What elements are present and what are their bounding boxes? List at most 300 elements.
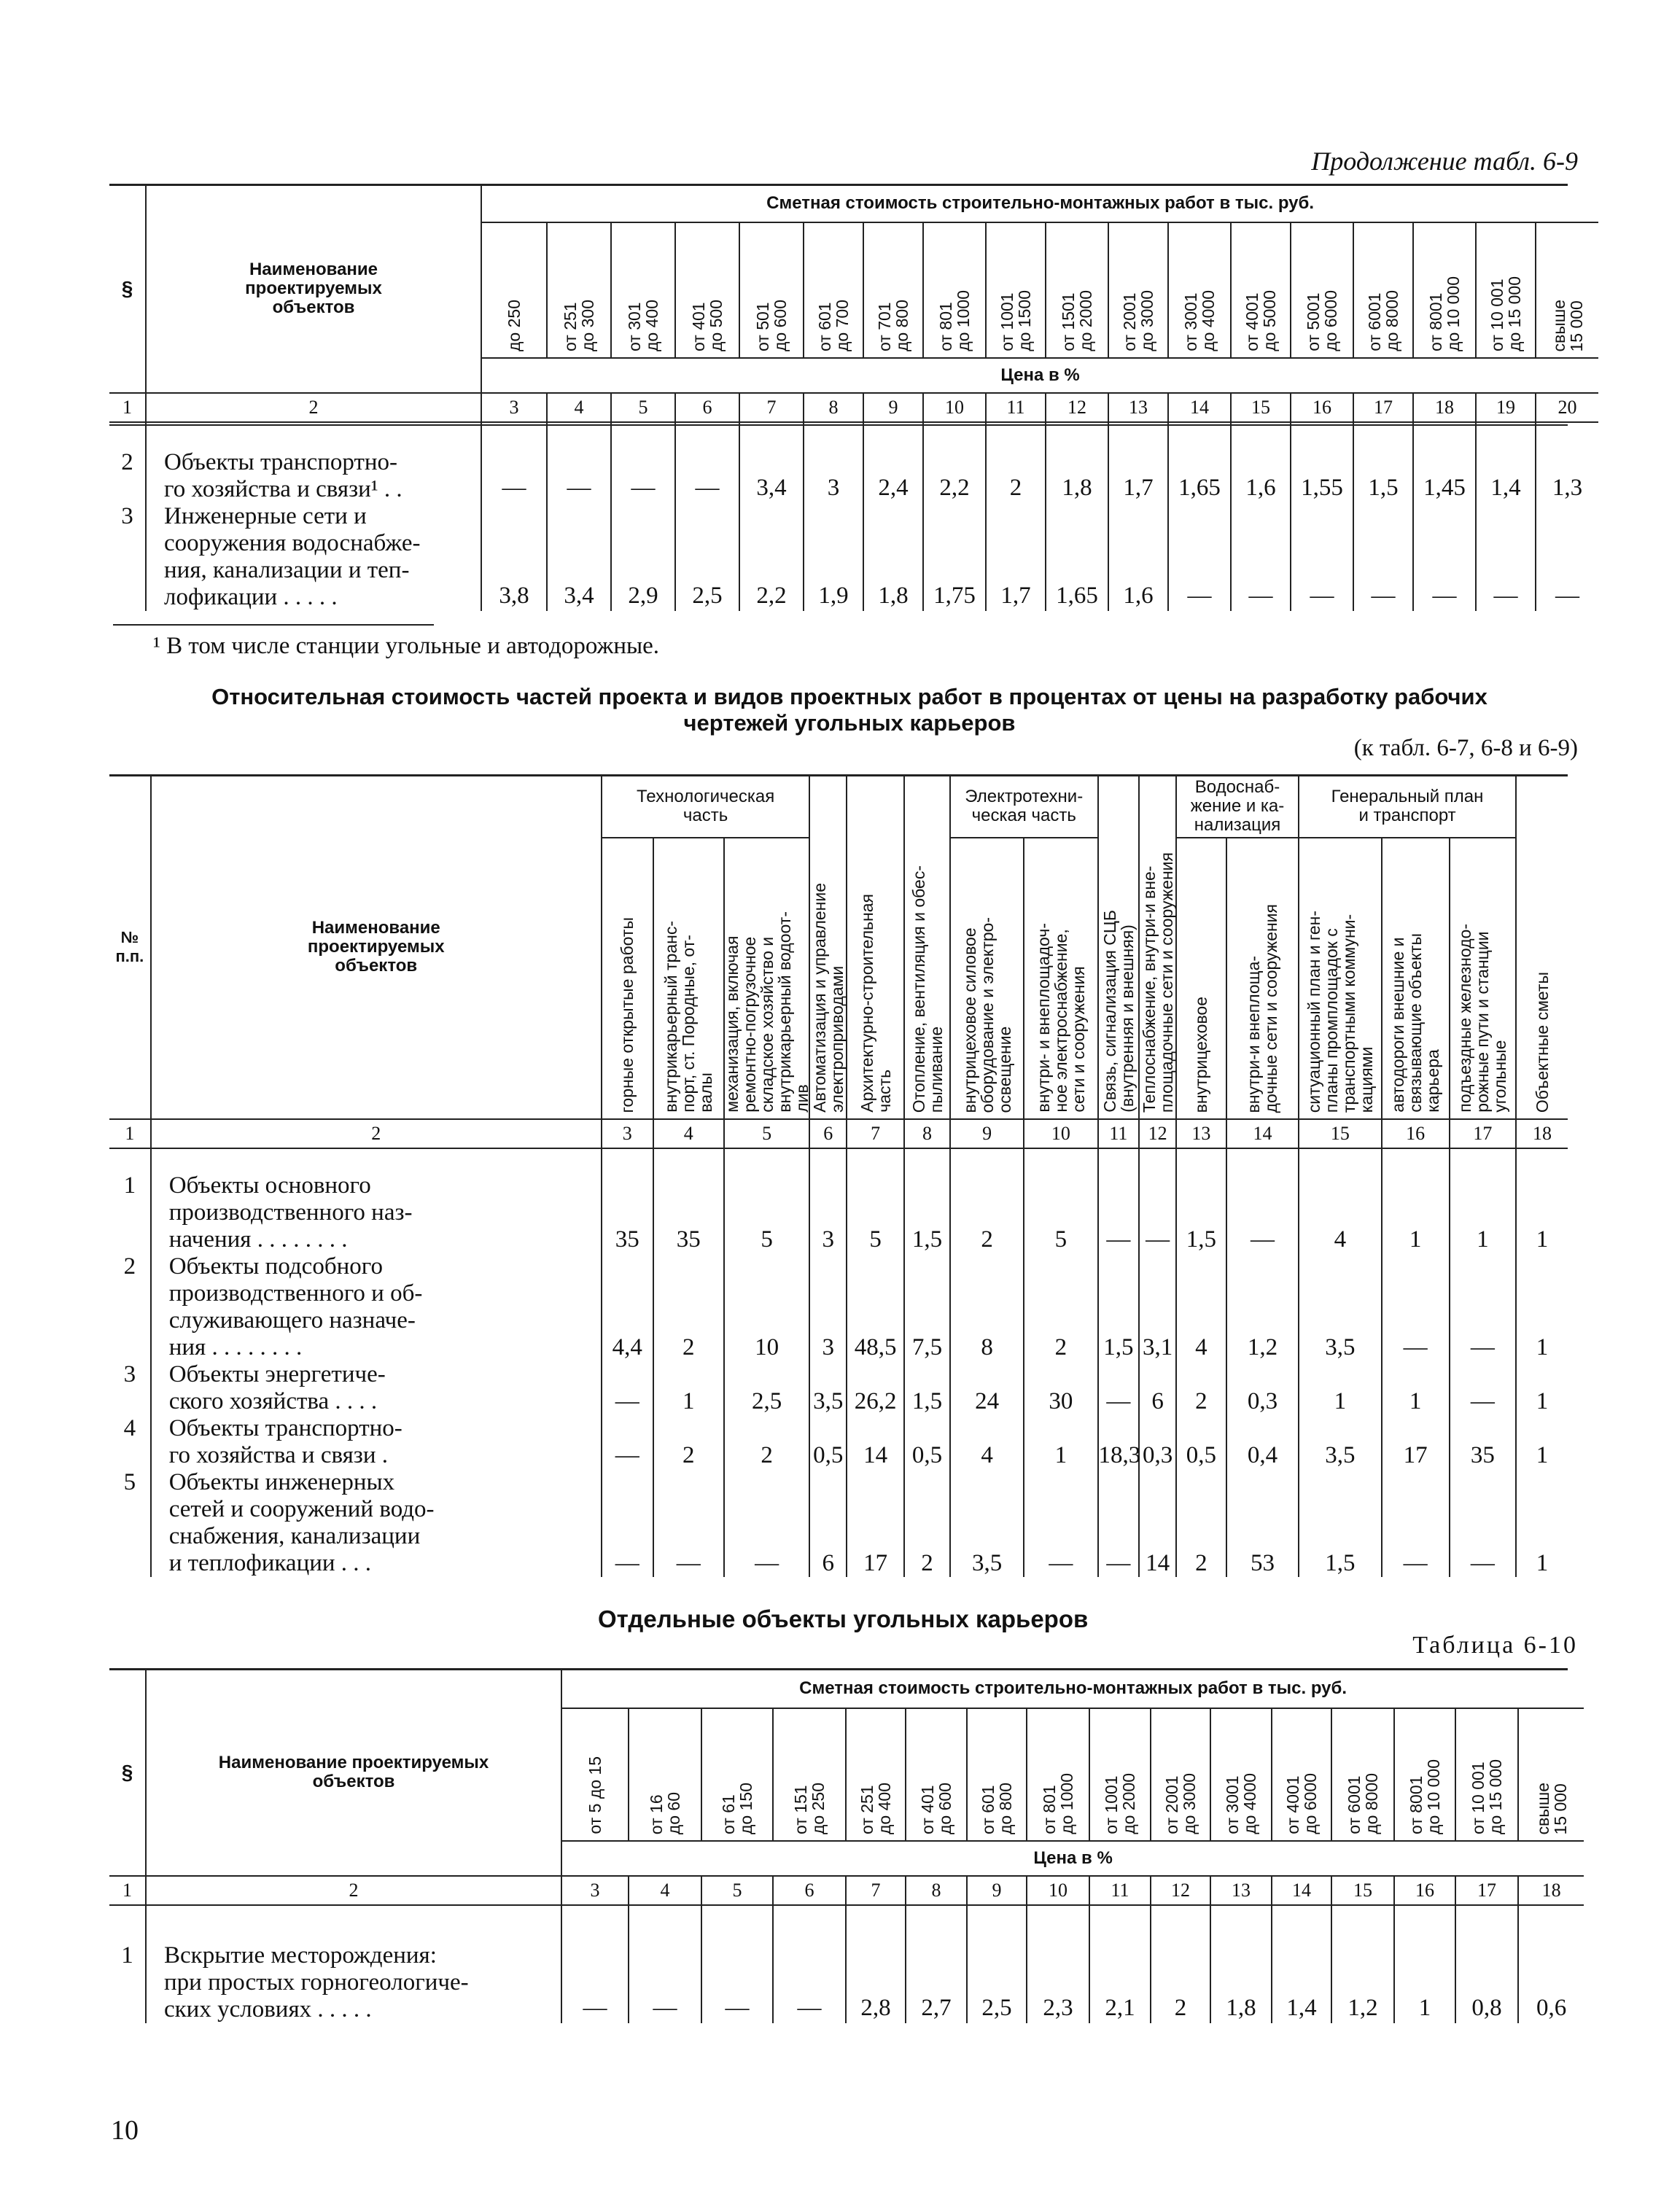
value-cell: 3 xyxy=(809,1253,847,1361)
range-label: свыше 15 000 xyxy=(1549,299,1586,351)
row-name: Объекты основного производственного наз- начения . . . . . . . . xyxy=(151,1172,602,1253)
range-label: от 61 до 150 xyxy=(719,1783,755,1834)
value-cell: 1,65 xyxy=(1046,503,1108,611)
range-head xyxy=(1413,222,1476,358)
rule-line xyxy=(113,624,434,626)
value-cell: — xyxy=(1476,503,1536,611)
col-number: 13 xyxy=(1210,1876,1272,1905)
cost-head: Сметная стоимость строительно-монтажных работ в тыс. руб. xyxy=(481,185,1598,222)
value-cell: — xyxy=(1450,1253,1516,1361)
value-cell: — xyxy=(1353,503,1413,611)
value-cell: 53 xyxy=(1226,1469,1299,1577)
value-cell: 10 xyxy=(724,1253,810,1361)
t3-grid xyxy=(109,1670,1584,2023)
price-head: Цена в % xyxy=(1000,365,1080,385)
range-head xyxy=(773,1708,846,1841)
range-head xyxy=(629,1708,701,1841)
range-head xyxy=(1272,1708,1331,1841)
column-label: внутри- и внеплощадоч- ное электроснабжение, сети и сооружения xyxy=(1033,923,1088,1113)
group-electrical: Электротехни- ческая часть xyxy=(950,776,1098,838)
col-number: 16 xyxy=(1291,393,1353,422)
value-cell: 1,5 xyxy=(1353,449,1413,503)
col-number: 10 xyxy=(1024,1119,1097,1148)
column-label: внутри-и внеплоща- дочные сети и сооружения xyxy=(1244,903,1281,1113)
value-cell: 2,5 xyxy=(675,503,739,611)
value-cell: — xyxy=(602,1415,653,1469)
value-cell: — xyxy=(1450,1361,1516,1415)
page-number: 10 xyxy=(111,2115,139,2146)
range-head xyxy=(923,222,986,358)
value-cell: 3,8 xyxy=(481,503,547,611)
table-6-10-label: Таблица 6-10 xyxy=(1412,1632,1578,1659)
row-name: Инженерные сети и сооружения водоснабже- ния, канализации и теп- лофикации . . . . . xyxy=(146,503,481,611)
sub-column xyxy=(1450,838,1516,1119)
range-label: от 8001 до 10 000 xyxy=(1407,1759,1443,1834)
col-number: 17 xyxy=(1353,393,1413,422)
row-name: Вскрытие месторождения: при простых горногеологиче- ских условиях . . . . . xyxy=(146,1942,561,2023)
range-head xyxy=(1089,1708,1151,1841)
range-label: от 301 до 400 xyxy=(625,300,661,351)
column-label: подъездные железнодо- рожные пути и станции угольные xyxy=(1455,924,1510,1113)
value-cell: 14 xyxy=(1139,1469,1176,1577)
col-number: 3 xyxy=(602,1119,653,1148)
value-cell: 0,6 xyxy=(1518,1942,1584,2023)
value-cell: 1 xyxy=(1516,1361,1568,1415)
column-label: горные открытые работы xyxy=(618,916,637,1113)
value-cell: 1,7 xyxy=(986,503,1046,611)
section-head: § xyxy=(109,1670,146,1876)
value-cell: 2 xyxy=(986,449,1046,503)
col-architecture xyxy=(847,776,904,1119)
col-number: 16 xyxy=(1382,1119,1450,1148)
col-number: 7 xyxy=(739,393,804,422)
value-cell: — xyxy=(724,1469,810,1577)
range-head xyxy=(1353,222,1413,358)
range-label: от 251 до 400 xyxy=(858,1783,894,1834)
col-number: 5 xyxy=(701,1876,773,1905)
value-cell: 1,55 xyxy=(1291,449,1353,503)
column-label: Связь, сигнализация СЦБ (внутренняя и внешняя) xyxy=(1100,910,1137,1113)
value-cell: 0,8 xyxy=(1455,1942,1518,2023)
value-cell: 18,3 xyxy=(1098,1415,1140,1469)
value-cell: 0,5 xyxy=(1176,1415,1226,1469)
sub-column xyxy=(1226,838,1299,1119)
col-number: 9 xyxy=(950,1119,1024,1148)
t1-grid xyxy=(109,185,1598,611)
row-name: Объекты инженерных сетей и сооружений водо- снабжения, канализации и теплофикации . . . xyxy=(151,1469,602,1577)
value-cell: — xyxy=(1098,1469,1140,1577)
col-number: 3 xyxy=(481,393,547,422)
value-cell: 17 xyxy=(847,1469,904,1577)
value-cell: — xyxy=(1382,1253,1450,1361)
value-cell: 1,75 xyxy=(923,503,986,611)
value-cell: 0,5 xyxy=(809,1415,847,1469)
value-cell: 35 xyxy=(1450,1415,1516,1469)
value-cell: 8 xyxy=(950,1253,1024,1361)
range-head xyxy=(1331,1708,1394,1841)
col-number: 15 xyxy=(1231,393,1291,422)
value-cell: 1,7 xyxy=(1108,449,1168,503)
col-number: 20 xyxy=(1536,393,1598,422)
col-number: 12 xyxy=(1139,1119,1176,1148)
range-head xyxy=(863,222,923,358)
value-cell: 4 xyxy=(1299,1172,1381,1253)
value-cell: 1 xyxy=(1024,1415,1097,1469)
value-cell: 3,4 xyxy=(739,449,804,503)
range-head xyxy=(739,222,804,358)
group-water: Водоснаб- жение и ка- нализация xyxy=(1176,776,1299,838)
col-number: 6 xyxy=(809,1119,847,1148)
value-cell: 2 xyxy=(950,1172,1024,1253)
value-cell: — xyxy=(1413,503,1476,611)
range-head xyxy=(1518,1708,1584,1841)
value-cell: — xyxy=(1139,1172,1176,1253)
range-head xyxy=(1151,1708,1210,1841)
table-row xyxy=(109,503,1598,611)
value-cell: 2,2 xyxy=(923,449,986,503)
col-number: 16 xyxy=(1394,1876,1455,1905)
range-head xyxy=(1536,222,1598,358)
value-cell: 35 xyxy=(653,1172,724,1253)
col-number: 15 xyxy=(1331,1876,1394,1905)
value-cell: — xyxy=(701,1942,773,2023)
value-cell: 3,5 xyxy=(809,1361,847,1415)
value-cell: 7,5 xyxy=(904,1253,950,1361)
col-number: 18 xyxy=(1516,1119,1568,1148)
row-name: Объекты транспортно- го хозяйства и связи . xyxy=(151,1415,602,1469)
value-cell: 0,3 xyxy=(1226,1361,1299,1415)
continuation-label: Продолжение табл. 6-9 xyxy=(1311,147,1578,176)
value-cell: 1 xyxy=(1382,1172,1450,1253)
col-number: 5 xyxy=(611,393,675,422)
range-label: от 601 до 800 xyxy=(979,1783,1015,1834)
value-cell: 1,2 xyxy=(1226,1253,1299,1361)
value-cell: 1,8 xyxy=(1210,1942,1272,2023)
range-head xyxy=(1046,222,1108,358)
value-cell: 1,5 xyxy=(1299,1469,1381,1577)
value-cell: 1,8 xyxy=(863,503,923,611)
sub-column xyxy=(1176,838,1226,1119)
col-number: 6 xyxy=(773,1876,846,1905)
column-label: ситуационный план и ген- планы промплощадок с транспортными коммуни- кациями xyxy=(1304,910,1376,1113)
col-heat-supply xyxy=(1139,776,1176,1119)
range-label: от 151 до 250 xyxy=(791,1783,828,1834)
range-label: от 1001 до 1500 xyxy=(998,290,1034,351)
value-cell: 1,4 xyxy=(1272,1942,1331,2023)
table-row xyxy=(109,1172,1568,1253)
value-cell: — xyxy=(1098,1361,1140,1415)
table-6-10-title: Отдельные объекты угольных карьеров xyxy=(598,1605,1089,1632)
value-cell: 2,2 xyxy=(739,503,804,611)
range-label: от 10 001 до 15 000 xyxy=(1469,1759,1505,1834)
range-head xyxy=(547,222,611,358)
value-cell: 1,4 xyxy=(1476,449,1536,503)
column-label: внутрицеховое силовое оборудование и электро- освещение xyxy=(960,916,1014,1113)
column-label: Объектные сметы xyxy=(1532,971,1552,1113)
value-cell: 2 xyxy=(1176,1469,1226,1577)
table-row xyxy=(109,1361,1568,1415)
value-cell: 0,3 xyxy=(1139,1415,1176,1469)
row-number: 3 xyxy=(109,1361,151,1415)
col-number: 15 xyxy=(1299,1119,1381,1148)
value-cell: 6 xyxy=(809,1469,847,1577)
range-label: от 5001 до 6000 xyxy=(1304,290,1340,351)
col-number: 1 xyxy=(109,1119,151,1148)
range-head xyxy=(481,222,547,358)
col-number: 7 xyxy=(846,1876,906,1905)
row-number: 2 xyxy=(109,1253,151,1361)
col-number: 6 xyxy=(675,393,739,422)
value-cell: 1 xyxy=(1516,1253,1568,1361)
col-number: 4 xyxy=(629,1876,701,1905)
value-cell: 1,5 xyxy=(1176,1172,1226,1253)
range-label: от 251 до 300 xyxy=(561,300,597,351)
row-number: 1 xyxy=(109,1172,151,1253)
range-label: от 4001 до 6000 xyxy=(1283,1773,1320,1834)
value-cell: 6 xyxy=(1139,1361,1176,1415)
range-head xyxy=(1291,222,1353,358)
value-cell: — xyxy=(602,1361,653,1415)
range-label: свыше 15 000 xyxy=(1533,1782,1570,1834)
col-number: 1 xyxy=(109,1876,146,1905)
row-name: Объекты энергетиче- ского хозяйства . . . . xyxy=(151,1361,602,1415)
col-number: 14 xyxy=(1168,393,1231,422)
value-cell: 5 xyxy=(1024,1172,1097,1253)
value-cell: 4,4 xyxy=(602,1253,653,1361)
table-2-title: Относительная стоимость частей проекта и видов проектных работ в процентах от цены на разработку рабочих чертежей угольных карьеров xyxy=(211,684,1488,736)
range-head xyxy=(1455,1708,1518,1841)
range-label: от 16 до 60 xyxy=(647,1791,683,1834)
value-cell: — xyxy=(675,449,739,503)
col-number: 11 xyxy=(1089,1876,1151,1905)
col-number: 18 xyxy=(1413,393,1476,422)
range-label: от 3001 до 4000 xyxy=(1223,1773,1259,1834)
value-cell: 1 xyxy=(1516,1172,1568,1253)
value-cell: — xyxy=(611,449,675,503)
range-label: от 801 до 1000 xyxy=(1040,1773,1076,1834)
value-cell: — xyxy=(1226,1172,1299,1253)
range-label: от 401 до 600 xyxy=(918,1783,954,1834)
col-number: 1 xyxy=(109,393,146,422)
range-label: от 2001 до 3000 xyxy=(1162,1773,1199,1834)
range-head xyxy=(611,222,675,358)
value-cell: 5 xyxy=(847,1172,904,1253)
range-head xyxy=(967,1708,1027,1841)
value-cell: 2,5 xyxy=(967,1942,1027,2023)
col-number: 2 xyxy=(151,1119,602,1148)
col-automation xyxy=(809,776,847,1119)
value-cell: — xyxy=(629,1942,701,2023)
rule-line xyxy=(109,424,1568,426)
range-head xyxy=(1168,222,1231,358)
col-number: 10 xyxy=(1027,1876,1089,1905)
column-label: Автоматизация и управление электроприводами xyxy=(809,883,847,1113)
value-cell: 4 xyxy=(1176,1253,1226,1361)
row-name: Объекты подсобного производственного и об- служивающего назначе- ния . . . . . . . . xyxy=(151,1253,602,1361)
sub-column xyxy=(602,838,653,1119)
range-label: от 10 001 до 15 000 xyxy=(1488,276,1524,351)
value-cell: — xyxy=(1168,503,1231,611)
cost-head: Сметная стоимость строительно-монтажных работ в тыс. руб. xyxy=(561,1670,1584,1708)
value-cell: 3,4 xyxy=(547,503,611,611)
value-cell: 1,5 xyxy=(904,1172,950,1253)
rule-line xyxy=(109,774,1568,776)
value-cell: 3,5 xyxy=(1299,1415,1381,1469)
range-label: от 3001 до 4000 xyxy=(1181,290,1218,351)
value-cell: 0,4 xyxy=(1226,1415,1299,1469)
sub-column xyxy=(1299,838,1381,1119)
value-cell: — xyxy=(1024,1469,1097,1577)
row-name: Объекты транспортно- го хозяйства и связи¹ . . xyxy=(146,449,481,503)
value-cell: 2,1 xyxy=(1089,1942,1151,2023)
value-cell: 1 xyxy=(653,1361,724,1415)
sub-column xyxy=(724,838,810,1119)
value-cell: 1,8 xyxy=(1046,449,1108,503)
range-head xyxy=(1210,1708,1272,1841)
range-label: от 401 до 500 xyxy=(689,300,726,351)
range-label: от 801 до 1000 xyxy=(936,290,973,351)
value-cell: 2,5 xyxy=(724,1361,810,1415)
sub-column xyxy=(950,838,1024,1119)
range-label: от 8001 до 10 000 xyxy=(1426,276,1463,351)
value-cell: 1,2 xyxy=(1331,1942,1394,2023)
col-number: 2 xyxy=(146,393,481,422)
value-cell: 2 xyxy=(653,1415,724,1469)
value-cell: — xyxy=(1536,503,1598,611)
table-2-ref: (к табл. 6-7, 6-8 и 6-9) xyxy=(1353,735,1578,761)
value-cell: — xyxy=(653,1469,724,1577)
range-label: от 601 до 700 xyxy=(815,300,852,351)
range-label: от 4001 до 5000 xyxy=(1242,290,1279,351)
col-number: 14 xyxy=(1226,1119,1299,1148)
value-cell: — xyxy=(773,1942,846,2023)
value-cell: 24 xyxy=(950,1361,1024,1415)
table-row xyxy=(109,1253,1568,1361)
col-number: 17 xyxy=(1450,1119,1516,1148)
range-label: от 501 до 600 xyxy=(753,300,790,351)
value-cell: 30 xyxy=(1024,1361,1097,1415)
group-general-plan: Генеральный план и транспорт xyxy=(1299,776,1516,838)
col-number: 8 xyxy=(904,1119,950,1148)
value-cell: 3,1 xyxy=(1139,1253,1176,1361)
value-cell: 26,2 xyxy=(847,1361,904,1415)
sub-column xyxy=(1382,838,1450,1119)
col-number: 14 xyxy=(1272,1876,1331,1905)
col-number: 9 xyxy=(967,1876,1027,1905)
range-label: от 6001 до 8000 xyxy=(1345,1773,1381,1834)
col-number: 19 xyxy=(1476,393,1536,422)
range-head xyxy=(561,1708,629,1841)
t2-grid xyxy=(109,776,1568,1577)
range-head xyxy=(1476,222,1536,358)
column-label: Теплоснабжение, внутри-и вне- площадочные сети и сооружения xyxy=(1139,852,1176,1113)
range-label: от 1501 до 2000 xyxy=(1059,290,1095,351)
value-cell: 5 xyxy=(724,1172,810,1253)
table-row xyxy=(109,1942,1584,2023)
value-cell: 2,4 xyxy=(863,449,923,503)
value-cell: 3 xyxy=(804,449,863,503)
column-label: внутрицеховое xyxy=(1191,996,1211,1113)
value-cell: 17 xyxy=(1382,1415,1450,1469)
col-number: 10 xyxy=(923,393,986,422)
column-label: Архитектурно-строительная часть xyxy=(857,894,894,1113)
range-label: от 701 до 800 xyxy=(875,300,911,351)
col-number: 9 xyxy=(863,393,923,422)
footnote: ¹ В том числе станции угольные и автодорожные. xyxy=(153,633,660,659)
value-cell: 2 xyxy=(653,1253,724,1361)
range-head xyxy=(1394,1708,1455,1841)
value-cell: 14 xyxy=(847,1415,904,1469)
value-cell: 1 xyxy=(1382,1361,1450,1415)
col-number: 3 xyxy=(561,1876,629,1905)
range-head xyxy=(804,222,863,358)
value-cell: 48,5 xyxy=(847,1253,904,1361)
col-number: 17 xyxy=(1455,1876,1518,1905)
col-number: 5 xyxy=(724,1119,810,1148)
range-head xyxy=(1231,222,1291,358)
no-head: № п.п. xyxy=(109,776,151,1119)
range-label: до 250 xyxy=(505,300,524,351)
value-cell: 2 xyxy=(1024,1253,1097,1361)
column-label: Отопление, вентиляция и обес- пыливание xyxy=(909,865,946,1113)
col-number: 13 xyxy=(1176,1119,1226,1148)
value-cell: — xyxy=(481,449,547,503)
value-cell: — xyxy=(1291,503,1353,611)
table-row xyxy=(109,1415,1568,1469)
value-cell: 1 xyxy=(1299,1361,1381,1415)
col-number: 11 xyxy=(1098,1119,1140,1148)
value-cell: — xyxy=(1382,1469,1450,1577)
range-label: от 1001 до 2000 xyxy=(1102,1773,1138,1834)
value-cell: 0,5 xyxy=(904,1415,950,1469)
column-label: внутрикарьерный транс- порт, ст. Породные, от- валы xyxy=(661,921,716,1113)
value-cell: 2,9 xyxy=(611,503,675,611)
row-number: 4 xyxy=(109,1415,151,1469)
value-cell: 2,8 xyxy=(846,1942,906,2023)
rule-line xyxy=(109,184,1568,186)
range-label: от 6001 до 8000 xyxy=(1365,290,1401,351)
col-number: 7 xyxy=(847,1119,904,1148)
range-head xyxy=(986,222,1046,358)
group-technological: Технологическая часть xyxy=(602,776,810,838)
object-name-head: Наименование проектируемых объектов xyxy=(151,776,602,1119)
value-cell: — xyxy=(1231,503,1291,611)
col-number: 8 xyxy=(804,393,863,422)
col-number: 4 xyxy=(547,393,611,422)
col-number: 13 xyxy=(1108,393,1168,422)
sub-column xyxy=(653,838,724,1119)
value-cell: — xyxy=(602,1469,653,1577)
range-head xyxy=(1027,1708,1089,1841)
col-number: 2 xyxy=(146,1876,561,1905)
value-cell: 3,5 xyxy=(1299,1253,1381,1361)
value-cell: 3 xyxy=(809,1172,847,1253)
value-cell: — xyxy=(561,1942,629,2023)
price-head: Цена в % xyxy=(1033,1848,1113,1868)
range-label: от 2001 до 3000 xyxy=(1120,290,1156,351)
table-row xyxy=(109,449,1598,503)
row-number: 2 xyxy=(109,449,146,503)
row-number: 5 xyxy=(109,1469,151,1577)
value-cell: 2,3 xyxy=(1027,1942,1089,2023)
value-cell: 1,9 xyxy=(804,503,863,611)
col-number: 4 xyxy=(653,1119,724,1148)
column-label: механизация, включая ремонтно-погрузочное складское хозяйство и внутрикарьерный водоот- лив xyxy=(722,911,812,1113)
value-cell: 2 xyxy=(904,1469,950,1577)
column-label: автодороги внешние и связывающие объекты карьера xyxy=(1388,933,1443,1113)
range-head xyxy=(846,1708,906,1841)
value-cell: — xyxy=(1450,1469,1516,1577)
